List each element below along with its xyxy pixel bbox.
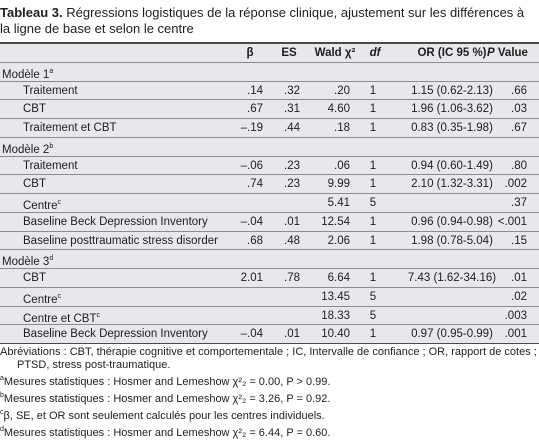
- header-or: OR (IC 95 %): [417, 47, 487, 59]
- table-row: [0, 307, 539, 326]
- cell-label: Baseline Beck Depression Inventory: [23, 328, 208, 341]
- table-row: CBT 2.01 .78 6.64 1 7.43 (1.62-34.16) .01: [0, 269, 539, 288]
- table-header-row: [0, 44, 539, 63]
- cell-beta: –.04: [240, 328, 263, 341]
- cell-es: .01: [284, 328, 300, 341]
- caption-label: Tableau 3.: [0, 5, 63, 20]
- cell-label: Centre et CBT$^c$: [23, 311, 100, 325]
- table-row: Traitement –.06 .23 .06 1 0.94 (0.60-1.49) .80: [0, 157, 539, 176]
- table-row: CBT .74 .23 9.99 1 2.10 (1.32-3.31) .002: [0, 175, 539, 194]
- header-es: ES: [281, 47, 297, 59]
- table-row: Baseline Beck Depression Inventory –.04 .01 12.54 1 0.96 (0.94-0.98) <.001: [0, 213, 539, 232]
- table-row: Centre$^c$ 5.41 5 .37: [0, 194, 539, 213]
- header-beta: β: [246, 47, 254, 59]
- cell-wald: 10.40: [321, 328, 350, 341]
- caption-text: Régressions logistiques de la réponse clinique, ajustement sur les différences à la ligne de base et selon le centre: [0, 5, 525, 36]
- cell-p: .001: [504, 328, 527, 341]
- cell-wald: 18.33: [321, 309, 350, 322]
- cell-df: 1: [369, 328, 377, 341]
- note-d: $^d$Mesures statistiques : Hosmer and Lemeshow χ²₂ = 6.44, P = 0.60.: [0, 426, 331, 439]
- note-a: $^a$Mesures statistiques : Hosmer and Lemeshow χ²₂ = 0.00, P > 0.99.: [0, 375, 331, 388]
- note-abbrev-1: Abréviations : CBT, thérapie cognitive et comportementale ; IC, Intervalle de confiance ; OR, rapport de cotes ;: [0, 346, 537, 358]
- note-abbrev-2: PTSD, stress post-traumatique.: [17, 359, 171, 371]
- table-row: [0, 325, 539, 344]
- header-p-value: P Value: [487, 47, 528, 59]
- table-row: CBT .67 .31 4.60 1 1.96 (1.06-3.62) .03: [0, 100, 539, 119]
- group-row-model-1: Modèle 1$^a$: [0, 63, 539, 82]
- header-df: df: [369, 47, 381, 59]
- table-row: Baseline posttraumatic stress disorder .68 .48 2.06 1 1.98 (0.78-5.04) .15: [0, 232, 539, 251]
- cell-p: .003: [504, 309, 527, 322]
- table-notes: [0, 346, 539, 440]
- cell-es: [270, 307, 300, 326]
- cell-beta: [219, 307, 263, 326]
- note-b: $^b$Mesures statistiques : Hosmer and Lemeshow χ²₂ = 3.26, P = 0.92.: [0, 392, 331, 405]
- cell-df: 5: [369, 309, 377, 322]
- group-row-model-3: Modèle 3$^d$: [0, 250, 539, 269]
- note-c: $^c$β, SE, et OR sont seulement calculés pour les centres individuels.: [0, 409, 325, 422]
- table-row: Traitement et CBT –.19 .44 .18 1 0.83 (0.35-1.98) .67: [0, 119, 539, 138]
- table-row: Centre$^c$ 13.45 5 .02: [0, 288, 539, 307]
- group-row-model-2: Modèle 2$^b$: [0, 138, 539, 157]
- table-row: Traitement .14 .32 .20 1 1.15 (0.62-2.13) .66: [0, 82, 539, 101]
- cell-or: 0.97 (0.95-0.99): [411, 328, 493, 341]
- header-wald: Wald χ²: [314, 47, 356, 59]
- table-caption: [0, 5, 539, 37]
- results-table: [0, 42, 539, 344]
